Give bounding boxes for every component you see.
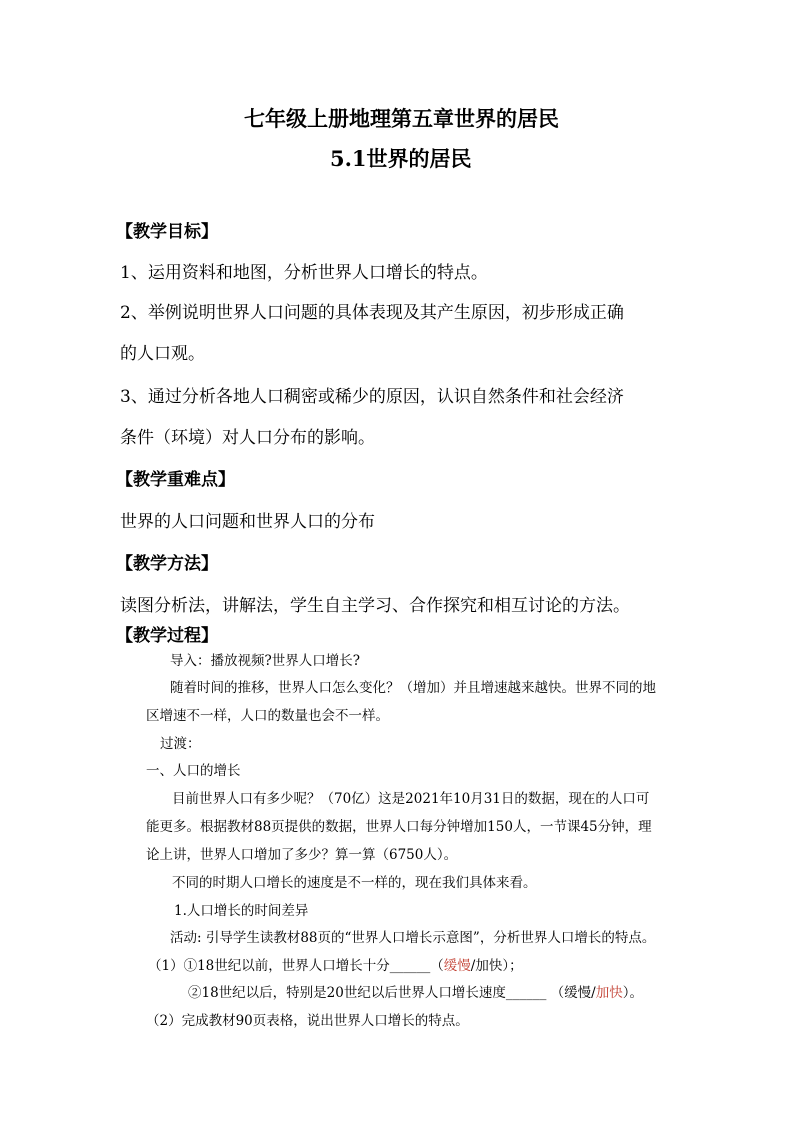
process-p2-line-2: 能更多。根据教材88页提供的数据，世界人口每分钟增加150人，一节课45分钟，理 bbox=[146, 819, 652, 835]
goal-2-line-1: 2、举例说明世界人口问题的具体表现及其产生原因，初步形成正确 bbox=[120, 303, 624, 323]
process-p3: 不同的时期人口增长的速度是不一样的，现在我们具体来看。 bbox=[172, 875, 537, 891]
process-p1-line-1: 随着时间的推移，世界人口怎么变化？（增加）并且增速越来越快。世界不同的地 bbox=[170, 680, 656, 696]
question-1b-prefix: ②18世纪以后，特别是20世纪以后世界人口增长速度______ （缓慢/ bbox=[188, 985, 596, 1001]
method-text: 读图分析法，讲解法，学生自主学习、合作探究和相互讨论的方法。 bbox=[120, 596, 630, 616]
question-2: （2）完成教材90页表格，说出世界人口增长的特点。 bbox=[146, 1013, 469, 1029]
question-1b-suffix: ）。 bbox=[622, 985, 643, 1001]
document-title: 七年级上册地理第五章世界的居民 bbox=[244, 106, 559, 131]
process-transition: 过渡： bbox=[160, 736, 201, 752]
process-intro: 导入：播放视频?世界人口增长? bbox=[170, 653, 360, 669]
method-heading: 【教学方法】 bbox=[116, 554, 218, 574]
answer-fast: 加快 bbox=[595, 985, 623, 1001]
goal-1: 1、运用资料和地图，分析世界人口增长的特点。 bbox=[120, 263, 488, 283]
process-p2-line-1: 目前世界人口有多少呢？（70亿）这是2021年10月31日的数据，现在的人口可 bbox=[172, 791, 650, 807]
activity-line: 活动: 引导学生读教材88页的“世界人口增长示意图”，分析世界人口增长的特点。 bbox=[170, 930, 656, 946]
key-points-heading: 【教学重难点】 bbox=[116, 470, 235, 490]
question-1a-suffix: /加快）； bbox=[470, 958, 523, 974]
question-1b bbox=[188, 987, 643, 1001]
process-p2-line-3: 论上讲，世界人口增加了多少？算一算（6750人）。 bbox=[146, 847, 458, 863]
goals-heading: 【教学目标】 bbox=[116, 222, 218, 242]
process-p1-line-2: 区增速不一样，人口的数量也会不一样。 bbox=[146, 708, 389, 724]
goal-2-line-2: 的人口观。 bbox=[120, 344, 205, 364]
document-subtitle: 5.1世界的居民 bbox=[330, 146, 472, 171]
question-1a-prefix: （1）①18世纪以前，世界人口增长十分______（ bbox=[148, 958, 444, 974]
process-heading: 【教学过程】 bbox=[116, 626, 218, 646]
question-1a bbox=[148, 960, 523, 974]
goal-3-line-1: 3、通过分析各地人口稠密或稀少的原因，认识自然条件和社会经济 bbox=[120, 387, 624, 407]
answer-slow: 缓慢 bbox=[443, 958, 471, 974]
section-population-growth: 一、人口的增长 bbox=[146, 763, 241, 779]
subsection-time-difference: 1.人口增长的时间差异 bbox=[174, 903, 309, 919]
goal-3-line-2: 条件（环境）对人口分布的影响。 bbox=[120, 428, 375, 448]
key-points-text: 世界的人口问题和世界人口的分布 bbox=[120, 512, 375, 532]
